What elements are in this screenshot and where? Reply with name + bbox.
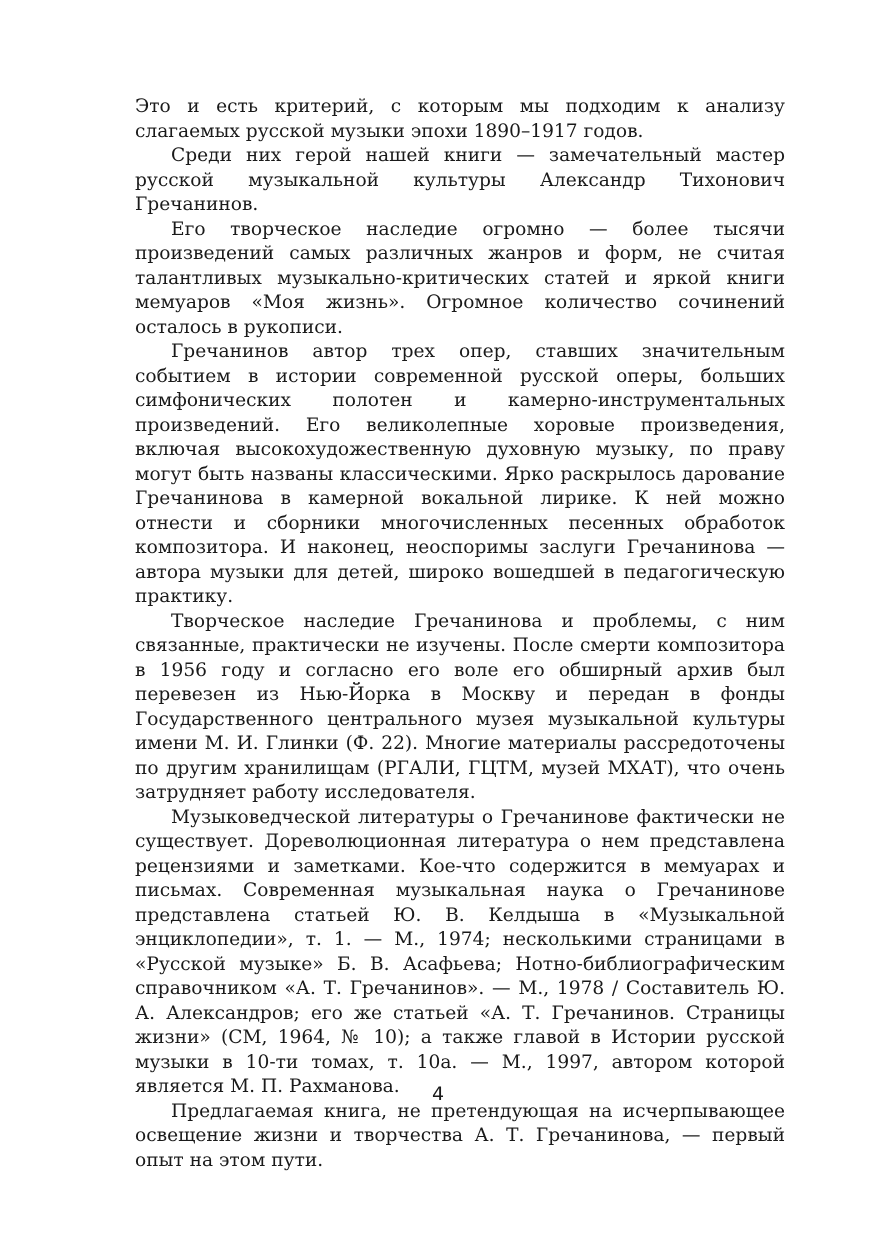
body-text — [135, 95, 785, 1173]
paragraph-2: Среди них герой нашей книги — замечательный мастер русской музыкальной культуры Александр Тихонович Гречанинов. — [135, 145, 785, 215]
paragraph-4: Гречанинов автор трех опер, ставших значительным событием в истории современной русской оперы, больших симфонических полотен и камерно-инструментальных произведений. Его великолепные хоровые произведения, включая высокохудожественную духовную музыку, по праву могут быть названы классическими. Ярко раскрылось дарование Гречанинова в камерной вокальной лирике. К ней можно отнести и сборники многочисленных песенных обработок композитора. И наконец, неоспоримы заслуги Гречанинова — автора музыки для детей, широко вошедшей в педагогическую практику. — [135, 341, 785, 607]
paragraph-6: Музыковедческой литературы о Гречанинове фактически не существует. Дореволюционная литература о нем представлена рецензиями и заметками. Кое-что содержится в мемуарах и письмах. Современная музыкальная наука о Гречанинове представлена статьей Ю. В. Келдыша в «Музыкальной энциклопедии», т. 1. — М., 1974; несколькими страницами в «Русской музыке» Б. В. Асафьева; Нотно-библиографическим справочником «А. Т. Гречанинов». — М., 1978 / Составитель Ю. А. Александров; его же статьей «А. Т. Гречанинов. Страницы жизни» (СМ, 1964, № 10); а также главой в Истории русской музыки в 10-ти томах, т. 10а. — М., 1997, автором которой является М. П. Рахманова. — [135, 806, 785, 1097]
paragraph-3: Его творческое наследие огромно — более тысячи произведений самых различных жанров и форм, не считая талантливых музыкально-критических статей и яркой книги мемуаров «Моя жизнь». Огромное количество сочинений осталось в рукописи. — [135, 218, 785, 338]
paragraph-7: Предлагаемая книга, не претендующая на исчерпывающее освещение жизни и творчества А. Т. Гречанинова, — первый опыт на этом пути. — [135, 1100, 785, 1171]
page-number: 4 — [431, 1083, 445, 1105]
paragraph-1: Это и есть критерий, с которым мы подходим к анализу слагаемых русской музыки эпохи 1890–1917 годов. — [135, 96, 785, 142]
paragraph-5: Творческое наследие Гречанинова и проблемы, с ним связанные, практически не изучены. После смерти композитора в 1956 году и согласно его воле его обширный архив был перевезен из Нью-Йорка в Москву и передан в фонды Государственного центрального музея музыкальной культуры имени М. И. Глинки (Ф. 22). Многие материалы рассредоточены по другим хранилищам (РГАЛИ, ГЦТМ, музей МХАТ), что очень затрудняет работу исследователя. — [135, 610, 785, 803]
